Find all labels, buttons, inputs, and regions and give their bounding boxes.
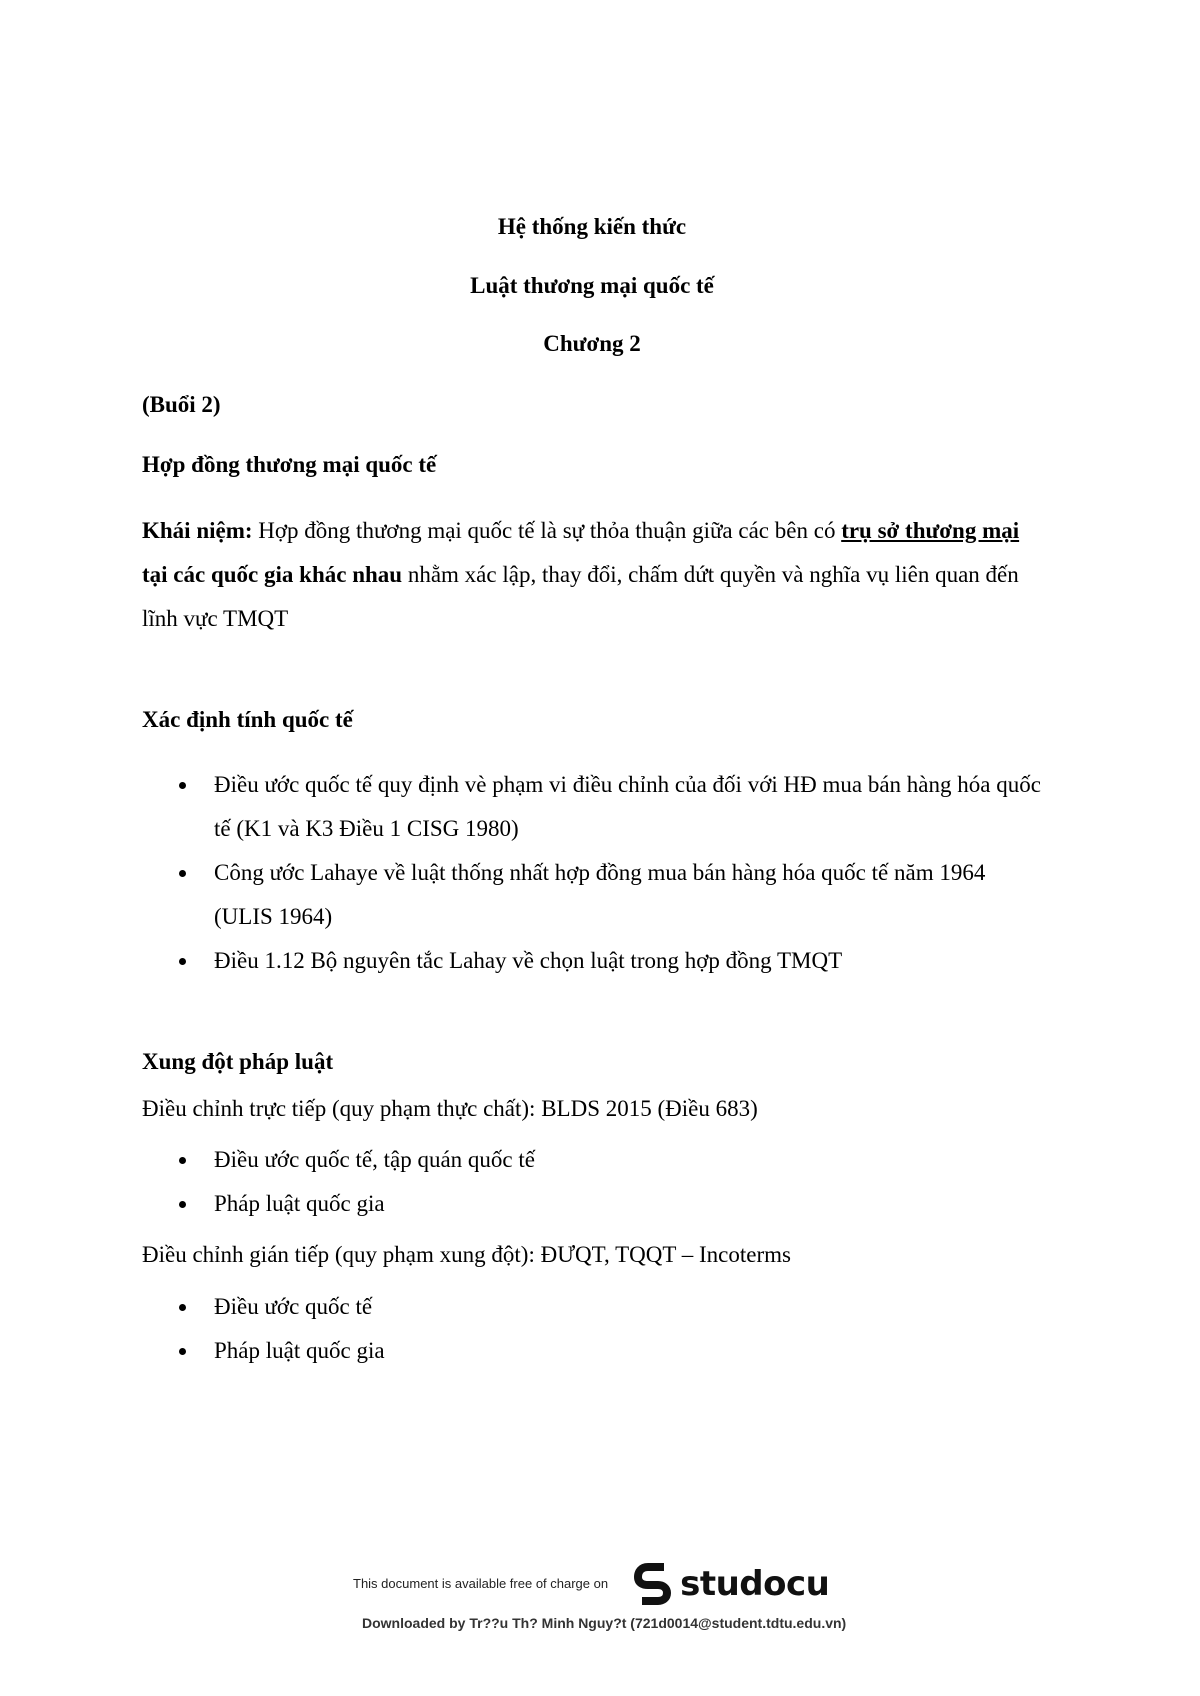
- doc-subtitle: Luật thương mại quốc tế: [470, 272, 714, 298]
- concept-bold-term: tại các quốc gia khác nhau: [142, 561, 403, 587]
- indirect-list: [142, 1285, 1042, 1373]
- direct-list: [142, 1138, 1042, 1226]
- international-list: [142, 763, 1042, 983]
- list-item: Pháp luật quốc gia: [142, 1182, 1042, 1226]
- concept-underlined-term: trụ sở thương mại: [841, 517, 1020, 543]
- list-item: Pháp luật quốc gia: [142, 1329, 1042, 1373]
- concept-paragraph: [142, 509, 1042, 641]
- indirect-regulation: Điều chỉnh gián tiếp (quy phạm xung đột): ĐƯQT, TQQT – Incoterms: [142, 1242, 791, 1267]
- concept-label: Khái niệm:: [142, 517, 253, 543]
- studocu-banner[interactable]: [353, 1560, 829, 1608]
- free-charge-text: This document is available free of charge on: [353, 1576, 609, 1592]
- list-item: Điều 1.12 Bộ nguyên tắc Lahay về chọn luật trong hợp đồng TMQT: [142, 939, 1042, 983]
- doc-title: Hệ thống kiến thức: [497, 214, 687, 239]
- contract-heading: Hợp đồng thương mại quốc tế: [142, 452, 437, 477]
- list-item: Điều ước quốc tế: [142, 1285, 1042, 1329]
- studocu-logo[interactable]: [634, 1559, 829, 1610]
- download-notice: Downloaded by Tr??u Th? Minh Nguy?t (721d0014@student.tdtu.edu.vn): [362, 1615, 847, 1631]
- session-label: (Buổi 2): [142, 391, 221, 417]
- studocu-logo-icon: [634, 1561, 674, 1607]
- concept-text-1: Hợp đồng thương mại quốc tế là sự thỏa thuận giữa các bên có: [252, 517, 842, 543]
- list-item: Điều ước quốc tế quy định vè phạm vi điều chỉnh của đối với HĐ mua bán hàng hóa quốc tế (K1 và K3 Điều 1 CISG 1980): [142, 763, 1042, 851]
- studocu-logo-text: studocu: [680, 1563, 830, 1604]
- conflict-heading: Xung đột pháp luật: [142, 1049, 334, 1074]
- chapter-title: Chương 2: [543, 331, 641, 356]
- international-heading: Xác định tính quốc tế: [142, 706, 353, 732]
- concept-text-2: nhằm xác lập, thay đổi, chấm dứt quyền và nghĩa vụ liên quan đến lĩnh vực TMQT: [142, 561, 1019, 631]
- direct-regulation: Điều chỉnh trực tiếp (quy phạm thực chất): BLDS 2015 (Điều 683): [142, 1095, 758, 1121]
- document-content: [142, 210, 1042, 1385]
- list-item: Điều ước quốc tế, tập quán quốc tế: [142, 1138, 1042, 1182]
- list-item: Công ước Lahaye về luật thống nhất hợp đồng mua bán hàng hóa quốc tế năm 1964 (ULIS 1964): [142, 851, 1042, 939]
